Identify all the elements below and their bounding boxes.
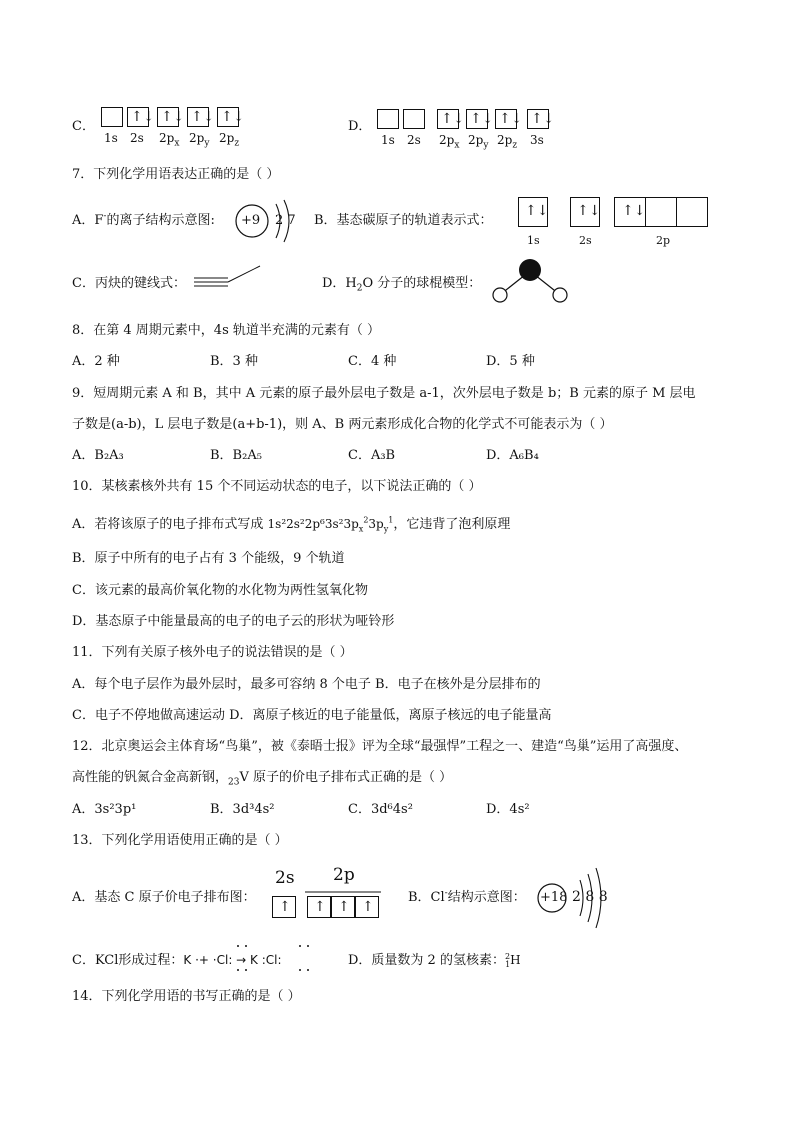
orbital-caption: 2s <box>130 131 144 145</box>
q13-stem: 13．下列化学用语使用正确的是（ ） <box>72 833 288 848</box>
orbital-caption: $2p_y$ <box>189 131 210 149</box>
orbital-box: ↑ <box>307 896 331 918</box>
orbital-caption: 2p <box>656 234 671 247</box>
q7-option-d: D．$H_2O$ 分子的球棍模型： <box>322 276 482 294</box>
lone-pair-dots <box>306 968 310 972</box>
shell-electrons: 2 7 <box>275 213 296 228</box>
lone-pair-dots <box>236 944 240 948</box>
q14-stem: 14．下列化学用语的书写正确的是（ ） <box>72 989 301 1004</box>
hydrogen-atom <box>493 288 507 302</box>
orbital-arrows-pair: ↑↓ <box>577 203 601 219</box>
orbital-arrows-pair: ↑↓ <box>221 109 245 125</box>
q12-option-d: D．4s² <box>486 802 530 817</box>
orbital-box: ↑ <box>355 896 379 918</box>
orbital-box-empty <box>101 107 123 127</box>
q8-stem: 8．在第 4 周期元素中，4s 轨道半充满的元素有（ ） <box>72 323 381 338</box>
q8-option-c: C．4 种 <box>348 354 397 369</box>
lone-pair-dots <box>236 968 240 972</box>
q9-option-d: D．A₆B₄ <box>486 448 539 463</box>
q10-stem: 10．某核素核外共有 15 个不同运动状态的电子，以下说法正确的（ ） <box>72 479 482 494</box>
orbital-caption: $2p_z$ <box>219 131 240 149</box>
lone-pair-dots <box>244 968 248 972</box>
orbital-box <box>437 109 465 129</box>
q9-stem-line1: 9．短周期元素 A 和 B，其中 A 元素的原子最外层电子数是 a-1，次外层电子数是 b；B 元素的原子 M 层电 <box>72 386 696 401</box>
orbital-heading-2s: 2s <box>275 868 295 888</box>
orbital-arrows-pair: ↑↓ <box>525 203 549 219</box>
orbital-box <box>466 109 494 129</box>
orbital-box <box>518 197 548 227</box>
single-bond-line <box>228 266 260 282</box>
orbital-caption: 1s <box>104 131 118 145</box>
q12-stem-line2: 高性能的钒氮合金高新钢，$_{23}$V 原子的价电子排布式正确的是（ ） <box>72 770 453 788</box>
orbital-box <box>614 197 646 227</box>
orbital-arrows-pair: ↑↓ <box>470 111 494 127</box>
q12-stem-line1: 12．北京奥运会主体育场“鸟巢”，被《泰晤士报》评为全球“最强悍”工程之一、建造“鸟巢”运用了高强度、 <box>72 739 688 754</box>
propyne-skeletal-formula <box>194 266 264 296</box>
q6-option-c-label: C． <box>72 119 95 134</box>
orbital-arrows-pair: ↑↓ <box>191 109 215 125</box>
orbital-box-empty <box>645 197 677 227</box>
orbital-box-empty <box>403 109 425 129</box>
shell-electrons: 2 8 8 <box>572 889 608 905</box>
orbital-box: ↑ <box>331 896 355 918</box>
orbital-arrows-pair: ↑↓ <box>161 109 185 125</box>
q8-option-d: D．5 种 <box>486 354 535 369</box>
q10-option-b: B．原子中所有的电子占有 3 个能级，9 个轨道 <box>72 551 345 566</box>
orbital-box <box>495 109 523 129</box>
q6-option-d-label: D． <box>348 119 372 134</box>
q10-option-a: A．若将该原子的电子排布式写成 $1s^22s^22p^63s^23p_x^23p_y^1$，它违背了泡利原理 <box>72 515 511 534</box>
orbital-box-empty <box>377 109 399 129</box>
orbital-box <box>217 107 245 127</box>
q10-option-d: D．基态原子中能量最高的电子的电子云的形状为哑铃形 <box>72 614 395 629</box>
orbital-box <box>157 107 185 127</box>
q13-option-a: A．基态 C 原子价电子排布图： <box>72 890 256 905</box>
nucleus-charge: +18 <box>540 890 568 905</box>
q13-option-d: D．质量数为 2 的氢核素：$^2_1$H <box>348 952 521 970</box>
orbital-arrows-pair: ↑↓ <box>441 111 465 127</box>
kcl-formation-formula: K ·+ ·Cl: → K :Cl: <box>183 953 282 967</box>
orbital-heading-rule <box>305 891 415 895</box>
q9-stem-line2: 子数是(a-b)，L 层电子数是(a+b-1)，则 A、B 两元素形成化合物的化学式不可能表示为（ ） <box>72 417 613 432</box>
orbital-caption: 3s <box>530 133 544 147</box>
hydrogen-nuclide: H <box>510 953 521 967</box>
q9-option-a: A．B₂A₃ <box>72 448 124 463</box>
orbital-box: ↑ <box>272 896 296 918</box>
q11-stem: 11．下列有关原子核外电子的说法错误的是（ ） <box>72 645 353 660</box>
orbital-arrows-pair: ↑↓ <box>531 111 555 127</box>
orbital-arrows-pair: ↑↓ <box>622 203 646 219</box>
orbital-box <box>527 109 555 129</box>
q8-option-a: A．2 种 <box>72 354 120 369</box>
orbital-caption: $2p_x$ <box>159 131 180 149</box>
orbital-heading-2p: 2p <box>333 865 355 885</box>
q12-option-a: A．3s²3p¹ <box>72 802 137 817</box>
lone-pair-dots <box>298 944 302 948</box>
q9-option-b: B．B₂A₅ <box>210 448 262 463</box>
orbital-box <box>570 197 600 227</box>
orbital-arrows-pair: ↑↓ <box>131 109 155 125</box>
q7-option-a: A．F-的离子结构示意图: <box>72 211 215 228</box>
orbital-caption: $2p_x$ <box>439 133 460 151</box>
q12-option-c: C．3d⁶4s² <box>348 802 413 817</box>
orbital-box <box>127 107 155 127</box>
orbital-arrows-pair: ↑↓ <box>499 111 523 127</box>
q7-option-b: B．基态碳原子的轨道表示式： <box>314 213 493 228</box>
q10-option-c: C．该元素的最高价氧化物的水化物为两性氢氧化物 <box>72 583 368 598</box>
orbital-box-empty <box>676 197 708 227</box>
q9-option-c: C．A₃B <box>348 448 396 463</box>
oxygen-atom <box>519 259 541 281</box>
q7-stem: 7．下列化学用语表达正确的是（ ） <box>72 167 280 182</box>
q12-option-b: B．3d³4s² <box>210 802 275 817</box>
q13-option-c: C．KCl形成过程：K ·+ ·Cl: → K :Cl: <box>72 953 282 968</box>
nucleus-charge: +9 <box>241 213 261 228</box>
hydrogen-atom <box>553 288 567 302</box>
orbital-caption: $2p_y$ <box>468 133 489 151</box>
orbital-caption: $2p_z$ <box>497 133 518 151</box>
orbital-box <box>187 107 215 127</box>
lone-pair-dots <box>306 944 310 948</box>
orbital-caption: 2s <box>407 133 421 147</box>
lone-pair-dots <box>244 944 248 948</box>
water-ball-stick-model <box>488 257 578 307</box>
q11-options-cd: C．电子不停地做高速运动 D．离原子核近的电子能量低，离原子核远的电子能量高 <box>72 708 552 723</box>
q8-option-b: B．3 种 <box>210 354 258 369</box>
orbital-caption: 1s <box>527 234 540 247</box>
q13-option-b: B．Cl-结构示意图： <box>408 888 526 905</box>
q7-option-c: C．丙炔的键线式： <box>72 276 186 291</box>
lone-pair-dots <box>298 968 302 972</box>
orbital-caption: 2s <box>579 234 592 247</box>
q11-options-ab: A．每个电子层作为最外层时，最多可容纳 8 个电子 B．电子在核外是分层排布的 <box>72 677 541 692</box>
orbital-caption: 1s <box>381 133 395 147</box>
